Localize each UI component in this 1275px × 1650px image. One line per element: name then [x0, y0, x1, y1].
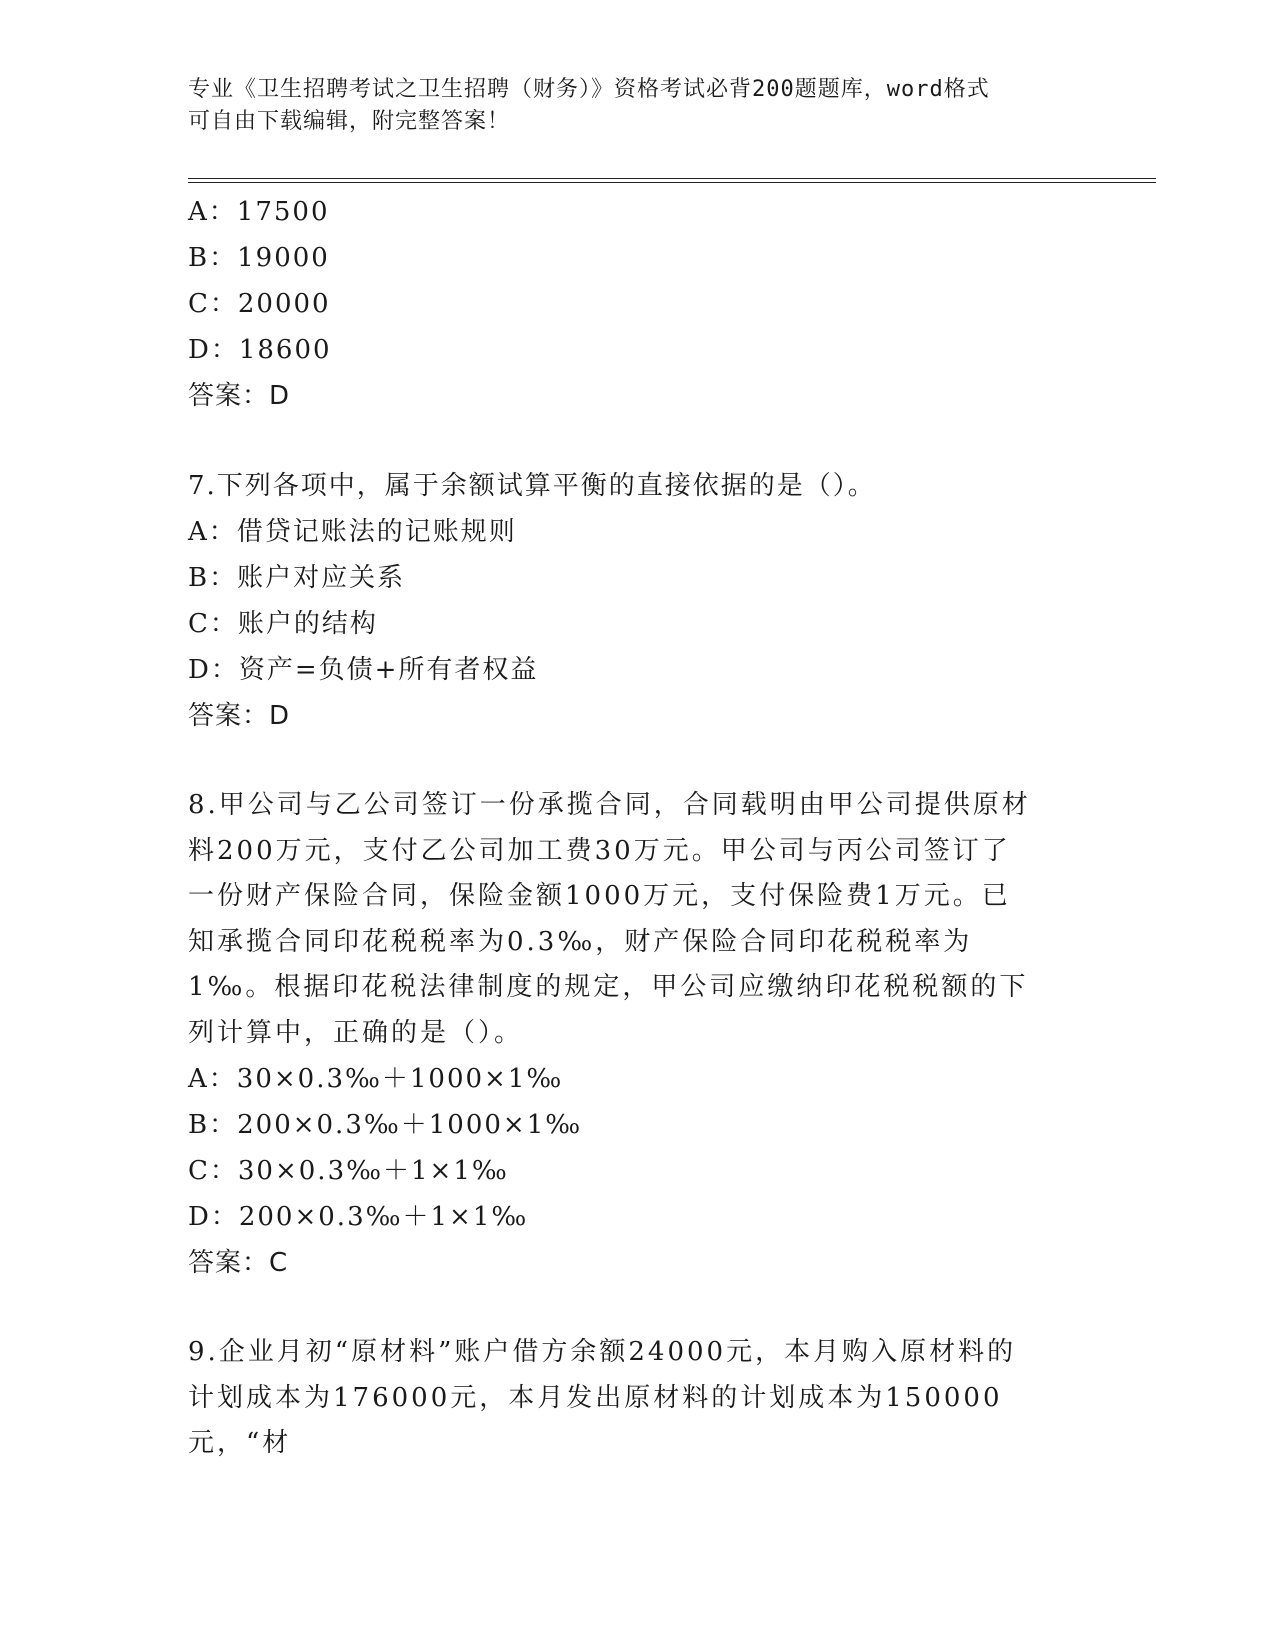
header-rule-bottom — [188, 182, 1156, 183]
option-c: C：账户的结构 — [188, 609, 378, 639]
option-b: B：账户对应关系 — [188, 563, 406, 593]
question-content — [188, 189, 1088, 1467]
question-7 — [188, 463, 1088, 739]
answer: 答案：D — [188, 381, 291, 411]
question-stem: 8.甲公司与乙公司签订一份承揽合同，合同载明由甲公司提供原材料200万元，支付乙公司加工费30万元。甲公司与丙公司签订了一份财产保险合同，保险金额1000万元，支付保险费1万元。已知承揽合同印花税税率为0.3‰，财产保险合同印花税税率为1‰。根据印花税法律制度的规定，甲公司应缴纳印花税税额的下列计算中，正确的是（）。 — [188, 790, 1031, 1048]
header-rule-top — [188, 178, 1156, 179]
option-d: D：资产=负债+所有者权益 — [188, 655, 539, 685]
spacer — [188, 1286, 1088, 1330]
question-9 — [188, 1330, 1088, 1467]
question-8 — [188, 783, 1088, 1286]
option-b: B：200×0.3‰＋1000×1‰ — [188, 1110, 583, 1140]
question-stem: 9.企业月初“原材料”账户借方余额24000元，本月购入原材料的计划成本为176000元，本月发出原材料的计划成本为150000元，“材 — [188, 1337, 1017, 1458]
header-line-1: 专业《卫生招聘考试之卫生招聘（财务）》资格考试必背200题题库，word格式 — [188, 77, 990, 102]
answer: 答案：C — [188, 1248, 289, 1278]
answer: 答案：D — [188, 701, 291, 731]
header-line-2: 可自由下载编辑，附完整答案！ — [188, 109, 511, 134]
option-d: D：18600 — [188, 335, 332, 365]
option-b: B：19000 — [188, 243, 330, 273]
spacer — [188, 419, 1088, 463]
option-d: D：200×0.3‰＋1×1‰ — [188, 1202, 529, 1232]
document-header — [188, 74, 1068, 138]
option-a: A：17500 — [188, 197, 330, 227]
option-a: A：借贷记账法的记账规则 — [188, 517, 517, 547]
option-c: C：20000 — [188, 289, 331, 319]
question-6 — [188, 189, 1088, 419]
option-a: A：30×0.3‰＋1000×1‰ — [188, 1064, 564, 1094]
question-stem: 7.下列各项中，属于余额试算平衡的直接依据的是（）。 — [188, 471, 876, 501]
option-c: C：30×0.3‰＋1×1‰ — [188, 1156, 509, 1186]
spacer — [188, 739, 1088, 783]
